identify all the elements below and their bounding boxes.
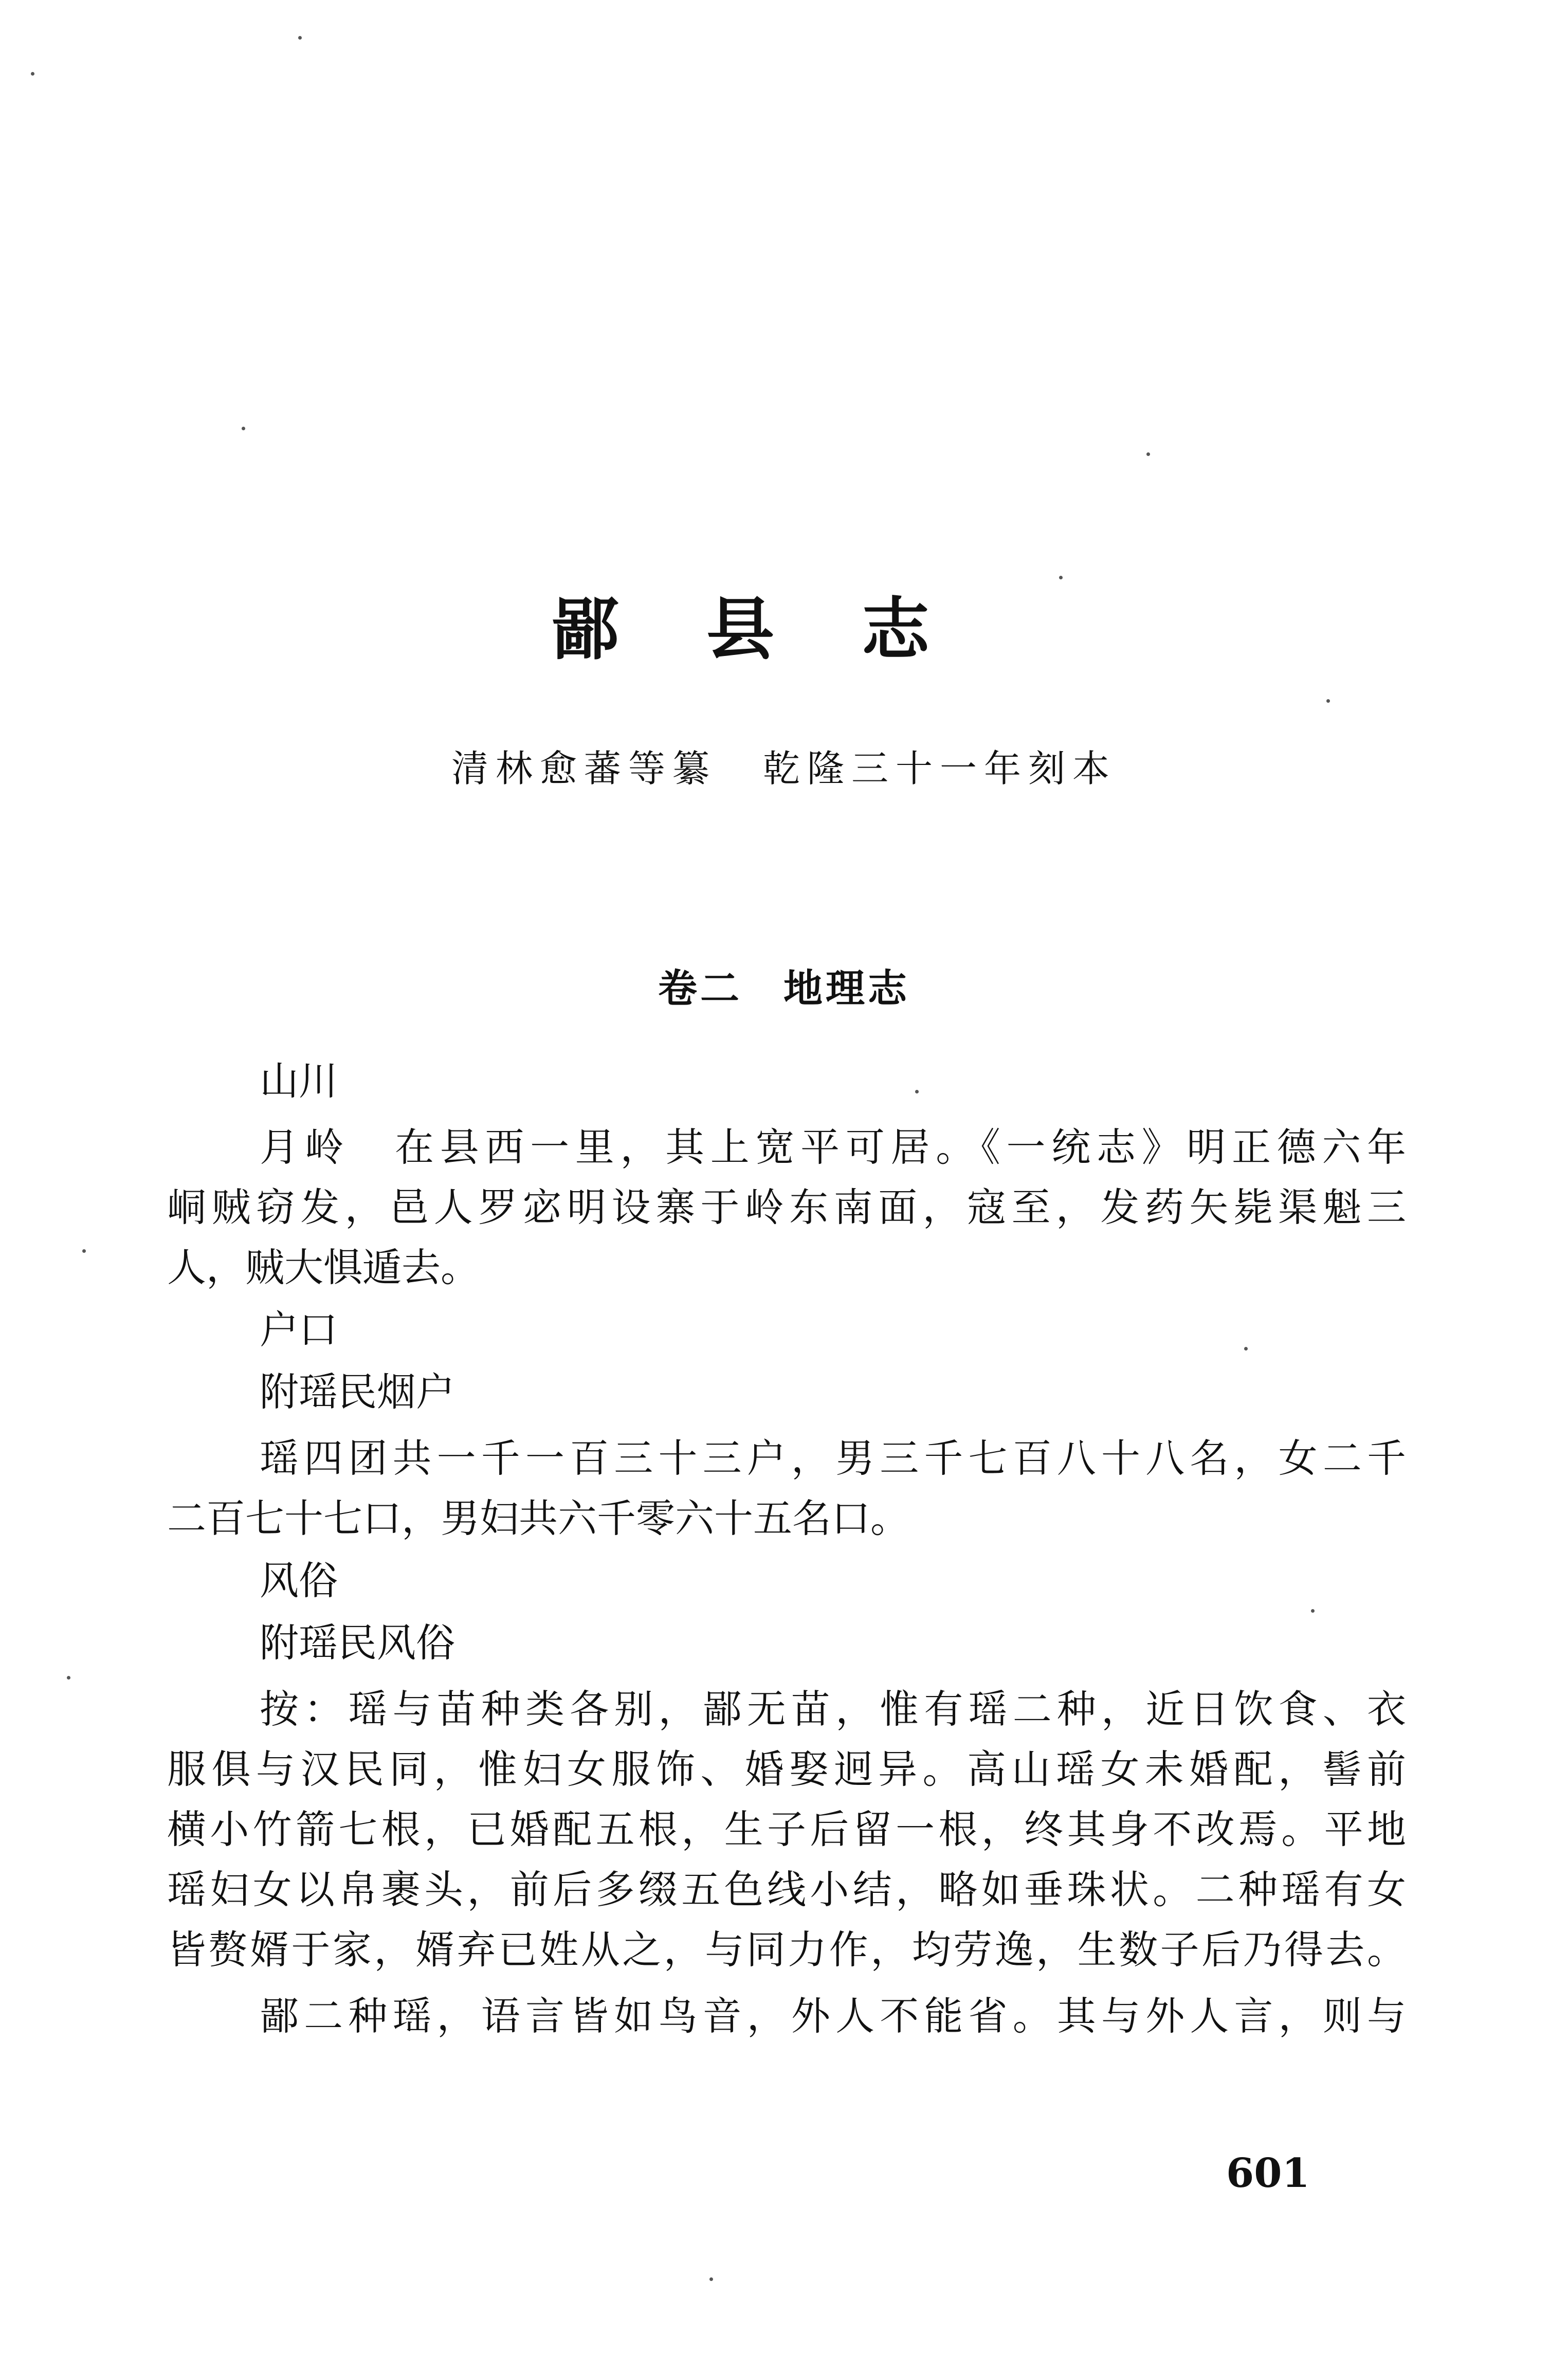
- edition: 乾隆三十一年刻本: [763, 747, 1117, 790]
- customs-line: 横小竹箭七根，已婚配五根，生子后留一根，终其身不改焉。平地: [167, 1806, 1406, 1852]
- customs-line: 按：瑶与苗种类各别，鄙无苗，惟有瑶二种，近日饮食、衣: [260, 1686, 1406, 1732]
- customs-line: 皆赘婿于家，婿弃已姓从之，与同力作，均劳逸，生数子后乃得去。: [167, 1927, 1406, 1973]
- heading-yao-customs: 附瑶民风俗: [260, 1620, 455, 1666]
- households-line: 二百七十七口，男妇共六千零六十五名口。: [167, 1495, 909, 1541]
- households-line: 瑶四团共一千一百三十三户，男三千七百八十八名，女二千: [260, 1435, 1406, 1481]
- scan-speck: [1059, 576, 1063, 579]
- customs-line: 瑶妇女以帛裹头，前后多缀五色线小结，略如垂珠状。二种瑶有女: [167, 1867, 1406, 1912]
- scan-speck: [31, 72, 34, 76]
- scan-speck: [298, 36, 302, 40]
- body-text: [167, 1049, 1406, 2046]
- heading-customs: 风俗: [260, 1558, 338, 1603]
- heading-households: 户口: [260, 1307, 338, 1353]
- scan-speck: [82, 1249, 86, 1253]
- scan-speck: [709, 2277, 713, 2281]
- heading-mountains: 山川: [260, 1058, 338, 1104]
- yueling-line: 人，贼大惧遁去。: [167, 1245, 480, 1290]
- volume-label: 卷二: [658, 965, 742, 1011]
- yueling-line: 峒贼窃发，邑人罗宓明设寨于岭东南面，寇至，发药矢毙渠魁三: [167, 1184, 1406, 1230]
- compiler: 清林愈蕃等纂: [451, 747, 717, 790]
- scan-speck: [1146, 452, 1150, 456]
- yueling-line: 月岭 在县西一里，其上宽平可居。《一统志》明正德六年: [260, 1124, 1406, 1170]
- byline: [0, 743, 1568, 794]
- book-title: 鄙县志: [551, 590, 1017, 669]
- section-heading: [0, 960, 1568, 1017]
- scan-speck: [1326, 699, 1330, 703]
- heading-yao-households: 附瑶民烟户: [260, 1369, 455, 1415]
- customs-line: 服俱与汉民同，惟妇女服饰、婚娶迥异。高山瑶女未婚配，髻前: [167, 1746, 1406, 1792]
- scan-speck: [67, 1676, 70, 1680]
- language-line: 鄙二种瑶，语言皆如鸟音，外人不能省。其与外人言，则与: [260, 1993, 1406, 2039]
- section-name: 地理志: [783, 965, 910, 1011]
- page-number: 601: [1226, 2150, 1310, 2197]
- scan-speck: [242, 427, 245, 430]
